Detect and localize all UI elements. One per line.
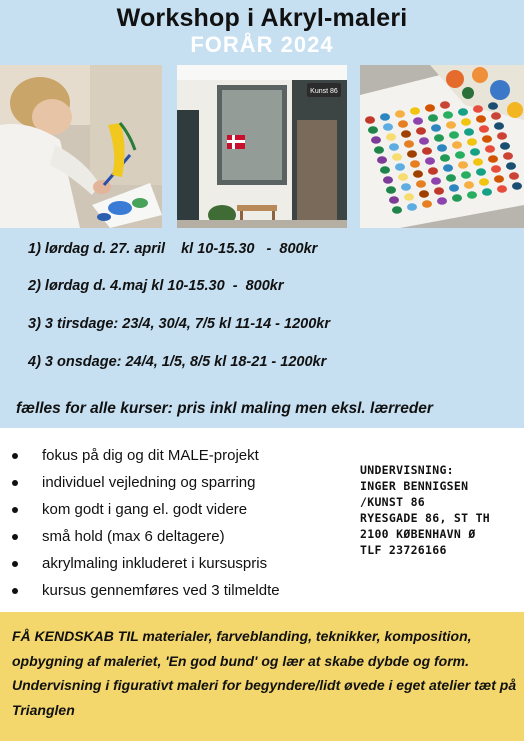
feature-item [10, 442, 280, 469]
common-price-note: fælles for alle kurser: pris inkl maling men eksl. lærreder [16, 400, 433, 417]
course-description: FÅ KENDSKAB TIL materialer, farveblanding, teknikker, komposition, opbygning af maleriet, 'En god bund' og lær at skabe dybde og form. Undervisning i figurativt maleri for begyndere/lidt øvede i eget atelier tæt på Trianglen [12, 628, 517, 718]
bullet-icon [12, 561, 18, 567]
bullet-icon [12, 453, 18, 459]
photo-strip [0, 62, 524, 228]
feature-item [10, 496, 280, 523]
photo-color-swatches [360, 65, 524, 228]
shop-sign-text: Kunst 86 [310, 88, 338, 95]
contact-city: 2100 KØBENHAVN Ø [360, 527, 476, 541]
feature-text: individuel vejledning og sparring [42, 474, 256, 491]
features-section [0, 428, 524, 612]
feature-text: kursus gennemføres ved 3 tilmeldte [42, 582, 280, 599]
contact-street: RYESGADE 86, ST TH [360, 511, 491, 525]
feature-item [10, 550, 280, 577]
contact-business: /KUNST 86 [360, 495, 426, 509]
feature-text: akrylmaling inkluderet i kursuspris [42, 555, 268, 572]
bullet-icon [12, 588, 18, 594]
bullet-icon [12, 507, 18, 513]
contact-heading: UNDERVISNING: [360, 463, 454, 477]
schedule-item-1: 1) lørdag d. 27. april kl 10-15.30 - 800kr [28, 241, 318, 257]
photo-shopfront [177, 65, 347, 228]
schedule-item-3: 3) 3 tirsdage: 23/4, 30/4, 7/5 kl 11-14 - 1200kr [28, 316, 331, 332]
photo-painter [0, 65, 162, 228]
schedule-item-4: 4) 3 onsdage: 24/4, 1/5, 8/5 kl 18-21 - 1200kr [28, 354, 327, 370]
feature-item [10, 523, 280, 550]
poster-header [0, 0, 524, 62]
contact-name: INGER BENNIGSEN [360, 479, 469, 493]
feature-list [10, 442, 280, 604]
bullet-icon [12, 534, 18, 540]
feature-text: små hold (max 6 deltagere) [42, 528, 225, 545]
feature-text: fokus på dig og dit MALE-projekt [42, 447, 259, 464]
feature-text: kom godt i gang el. godt videre [42, 501, 248, 518]
contact-phone: TLF 23726166 [360, 543, 447, 557]
poster-subtitle: FORÅR 2024 [190, 32, 334, 57]
schedule-item-2: 2) lørdag d. 4.maj kl 10-15.30 - 800kr [28, 278, 284, 294]
footer-section [0, 612, 524, 741]
feature-item [10, 469, 280, 496]
feature-item [10, 577, 280, 604]
bullet-icon [12, 480, 18, 486]
contact-block [360, 462, 520, 558]
poster-title: Workshop i Akryl-maleri [116, 4, 408, 32]
schedule-section [0, 228, 524, 428]
